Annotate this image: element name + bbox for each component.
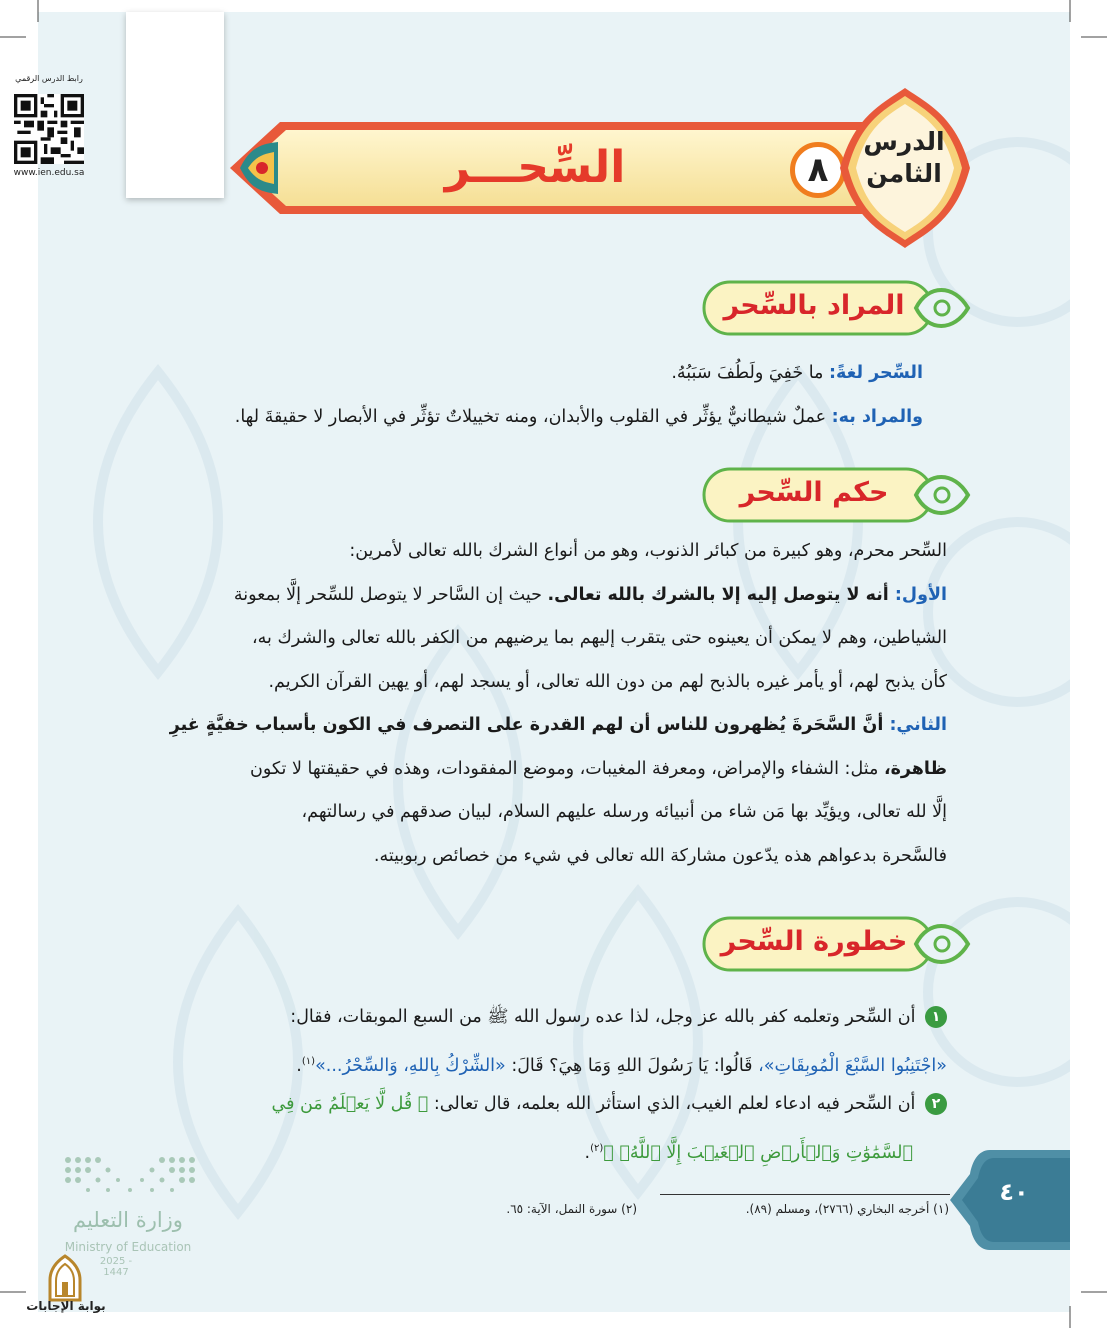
qr-panel — [126, 12, 224, 198]
qr-url[interactable]: www.ien.edu.sa — [13, 168, 85, 178]
section-title: خطورة السِّحر — [720, 926, 908, 957]
footnote-2: (٢) سورة النمل، الآية: ٦٥. — [506, 1202, 637, 1216]
list-item: ١ أن السِّحر وتعلمه كفر بالله عز وجل، لذا عده رسول الله ﷺ من السبع الموبقات، فقال: — [271, 996, 947, 1040]
section-meaning-body — [235, 352, 923, 439]
list-item: ٢ أن السِّحر فيه ادعاء لعلم الغيب، الذي استأثر الله بعلمه، قال تعالى: ﴿ قُل لَّا يَعۡلَمُ مَن فِي — [271, 1083, 947, 1127]
page-number: ٤٠ — [999, 1178, 1029, 1206]
section-header-meaning — [702, 278, 972, 338]
text-line: فالسَّحرة بدعواهم هذه يدّعون مشاركة الله تعالى في شيء من خصائص ربوبيته. — [373, 845, 947, 866]
lesson-title: السِّحـــر — [444, 142, 626, 193]
section-title: المراد بالسِّحر — [723, 290, 905, 321]
ministry-name-ar: وزارة التعليم — [73, 1208, 183, 1232]
footnote-divider — [660, 1194, 950, 1195]
list-item-continuation: «اجْتَنِبُوا السَّبْعَ الْمُوبِقَاتِ»، قَالُوا: يَا رَسُولَ اللهِ وَمَا هِيَ؟ قَالَ: «الشِّرْكُ بِاللهِ، وَالسِّحْرُ...»$^{(١)}$. — [296, 1055, 947, 1076]
ministry-name-en: Ministry of Education — [64, 1240, 192, 1254]
ministry-year: 2025 - 1447 — [99, 1256, 133, 1278]
section-title: حكم السِّحر — [739, 477, 889, 508]
text-line: السِّحر محرم، وهو كبيرة من كبائر الذنوب، وهو من أنواع الشرك بالله تعالى لأمرين: — [349, 541, 947, 561]
footnote-ref: (١) — [301, 1055, 316, 1067]
text-line: كأن يذبح لهم، أو يأمر غيره بالذبح لهم من دون الله تعالى، أو يسجد لهم، أو يهين القرآن الكريم. — [268, 671, 947, 692]
watermark-text: بوابة الإجابات — [26, 1299, 106, 1313]
watermark-logo-icon — [44, 1254, 86, 1302]
list-number: ٢ — [925, 1093, 947, 1115]
badge-line2: الثامن — [866, 159, 942, 188]
section-header-ruling — [702, 465, 972, 525]
section-header-danger — [702, 914, 972, 974]
lesson-badge-label — [848, 126, 960, 190]
section-danger-body — [271, 996, 947, 1170]
lesson-number: ٨ — [790, 142, 846, 198]
list-item-continuation: ٱلسَّمَٰوَٰتِ وَٱلۡأَرۡضِ ٱلۡغَيۡبَ إِلَّا ٱللَّهُۚ ﴾$^{(٢)}$. — [584, 1142, 913, 1163]
list-number: ١ — [925, 1006, 947, 1028]
text-line: ظاهرة، مثل: الشفاء والإمراض، ومعرفة المغيبات، وموضع المفقودات، وهذه في حقيقتها لا تكون — [249, 758, 947, 779]
badge-line1: الدرس — [863, 127, 945, 156]
footnote-ref: (٢) — [590, 1142, 604, 1154]
text-line: السِّحر لغةً: ما خَفِيَ ولَطُفَ سَبَبُهُ. — [671, 363, 923, 383]
section-ruling-body — [170, 530, 947, 878]
footnote-1: (١) أخرجه البخاري (٢٧٦٦)، ومسلم (٨٩). — [745, 1202, 949, 1216]
qr-caption: رابط الدرس الرقمي — [15, 74, 83, 83]
ministry-logo-icon — [62, 1154, 198, 1196]
text-line: الشياطين، وهم لا يمكن أن يعينوه حتى يتقرب إليهم بما يرضيهم من الكفر بالله تعالى والشرك به، — [252, 628, 947, 648]
qr-code-icon[interactable] — [14, 94, 84, 164]
text-line: والمراد به: عملٌ شيطانيٌّ يؤثِّر في القلوب والأبدان، ومنه تخييلاتٌ تؤثِّر في الأبصار لا حقيقةَ لها. — [234, 406, 923, 427]
text-line: الثاني: أنَّ السَّحَرةَ يُظهرون للناس أن لهم القدرة على التصرف في الكون بأسباب خفيَّةٍ غيرِ — [169, 715, 947, 735]
text-line: إلَّا لله تعالى، ويؤيِّد بها مَن شاء من أنبيائه ورسله عليهم السلام، لبيان صدقهم في رسالتهم، — [301, 802, 947, 822]
text-line: الأول: أنه لا يتوصل إليه إلا بالشرك بالله تعالى. حيث إن السَّاحر لا يتوصل للسِّحر إلَّا بمعونة — [233, 584, 947, 605]
